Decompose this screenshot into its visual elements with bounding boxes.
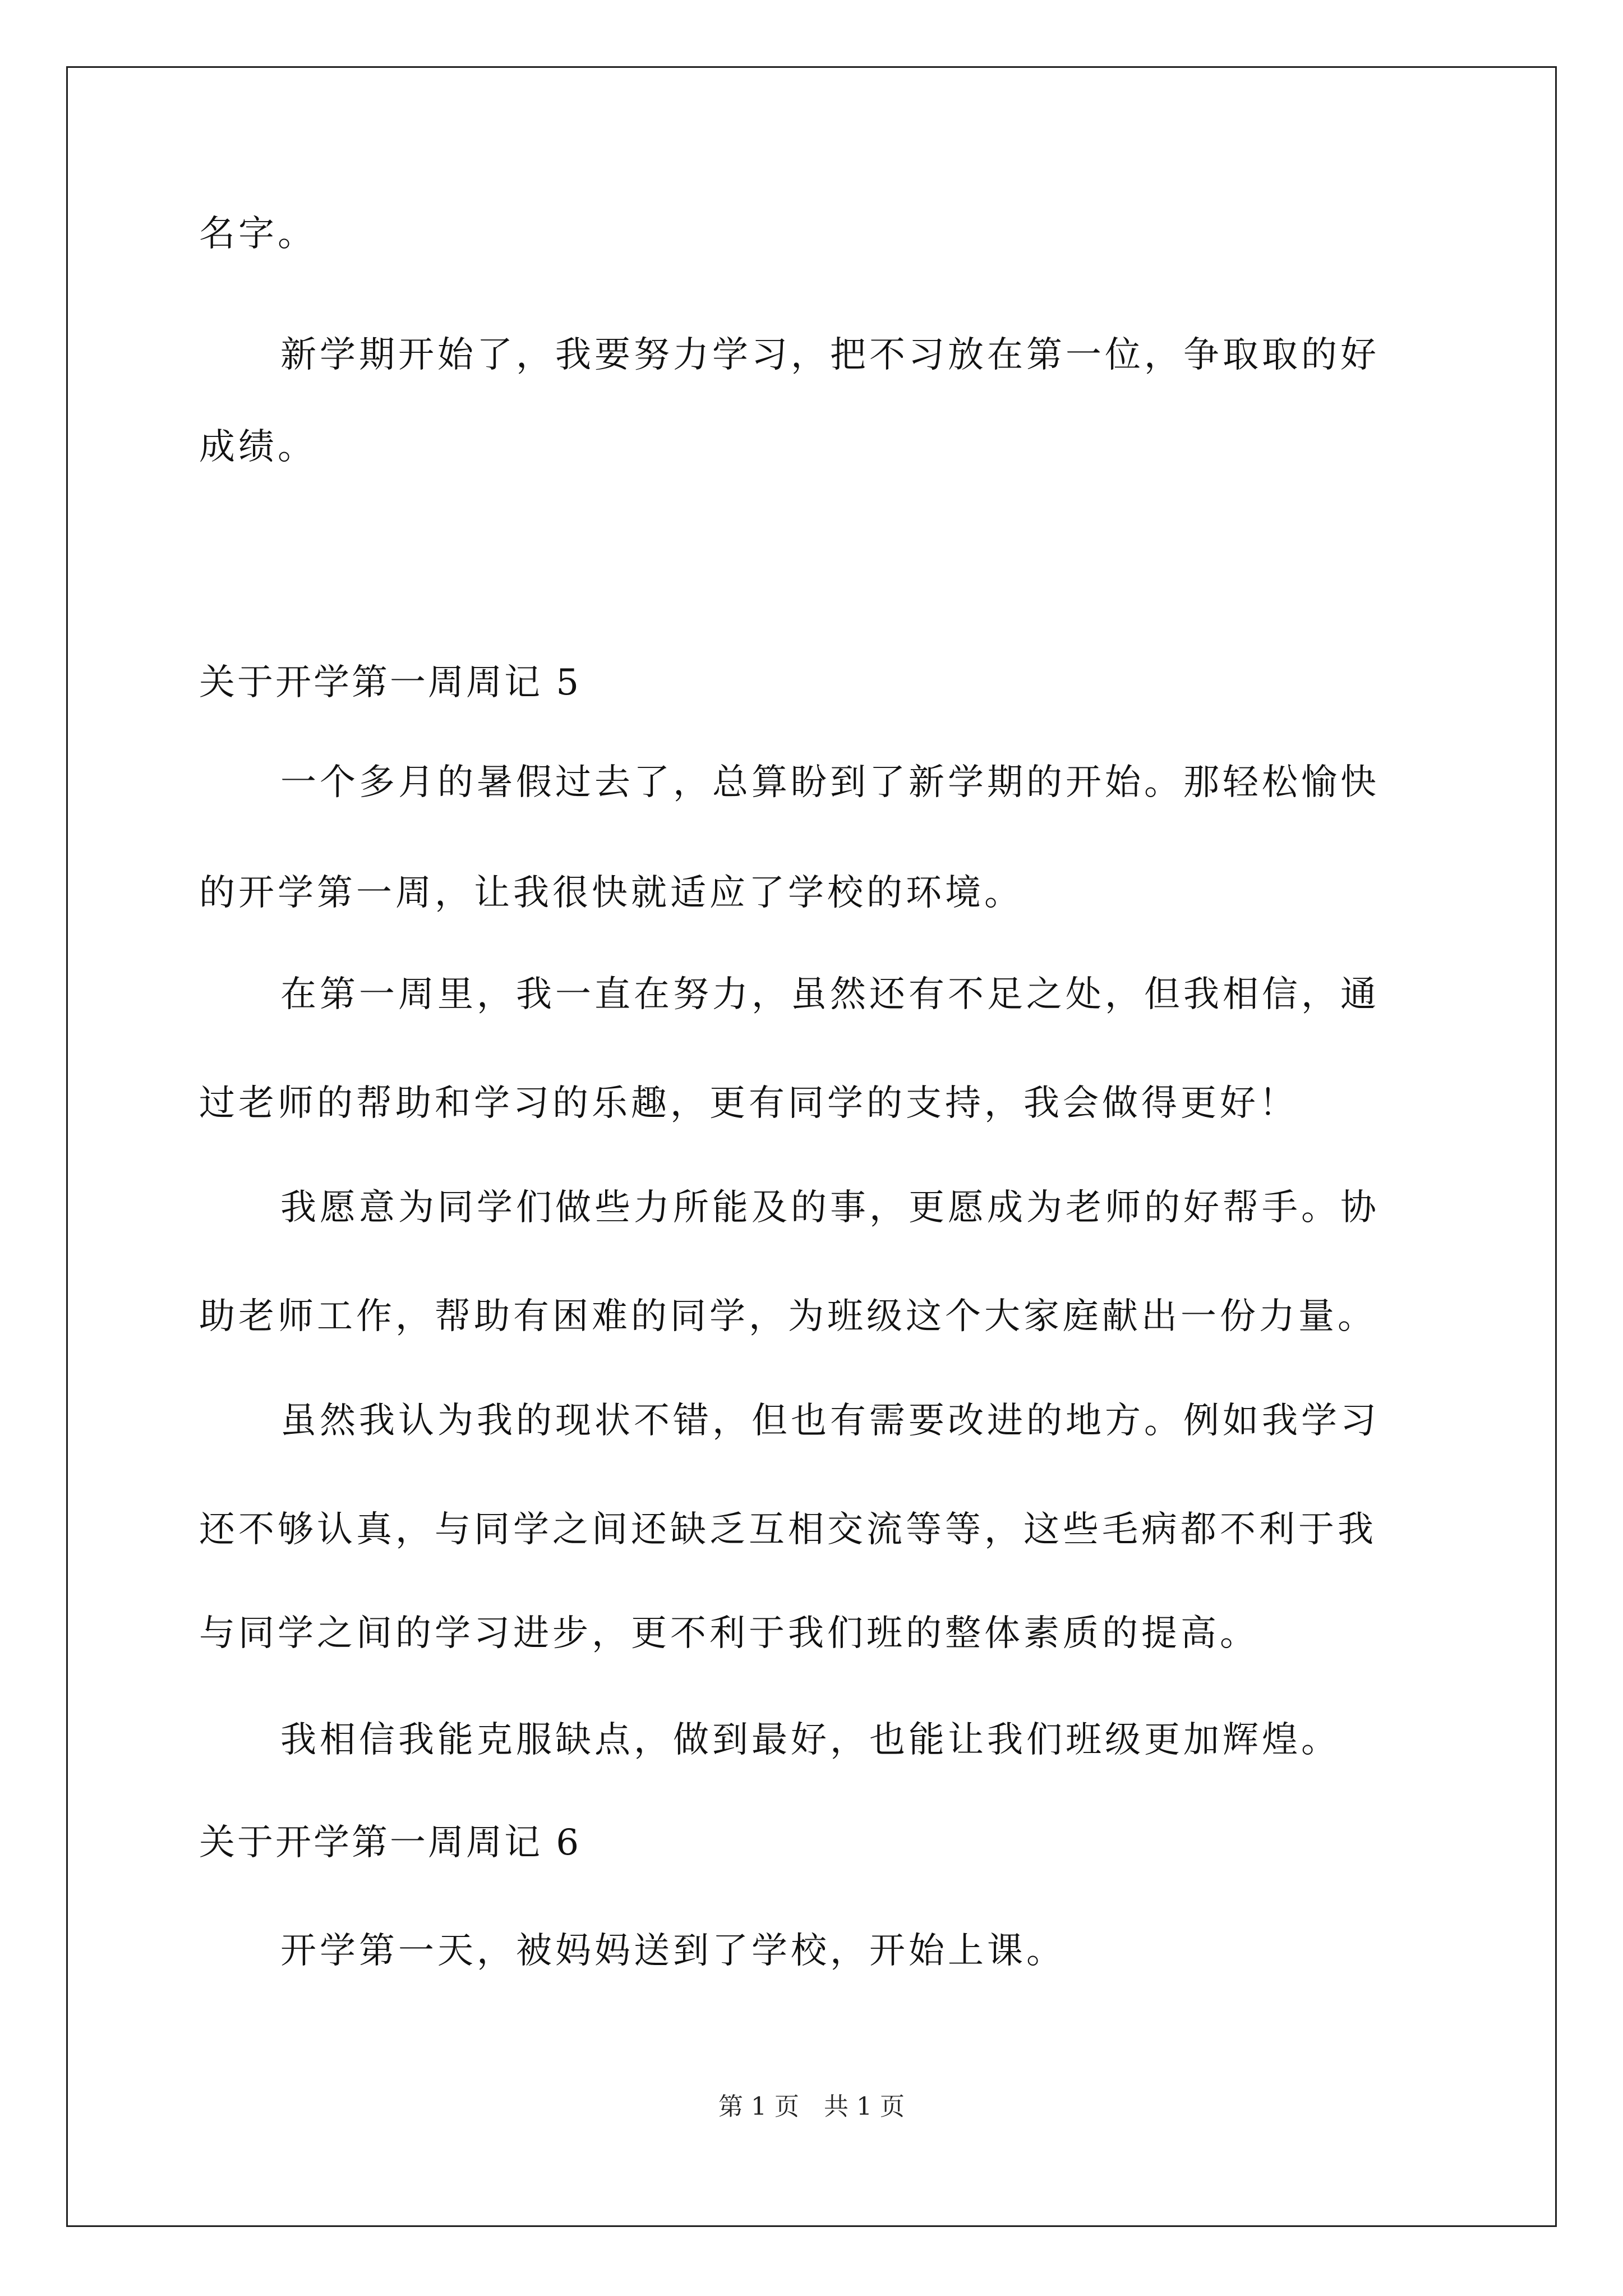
paragraph-line: 在第一周里，我一直在努力，虽然还有不足之处，但我相信，通 (280, 974, 1380, 1015)
paragraph-line: 新学期开始了，我要努力学习，把不习放在第一位，争取取的好 (280, 334, 1380, 376)
text-line: 的开学第一周，让我很快就适应了学校的环境。 (199, 872, 1023, 914)
text-line: 过老师的帮助和学习的乐趣，更有同学的支持，我会做得更好！ (199, 1083, 1298, 1124)
section-heading: 关于开学第一周周记 5 (199, 662, 582, 703)
text-line: 与同学之间的学习进步，更不利于我们班的整体素质的提高。 (199, 1613, 1259, 1654)
text-line: 还不够认真，与同学之间还缺乏互相交流等等，这些毛病都不利于我 (199, 1509, 1377, 1550)
text-line: 成绩。 (199, 426, 317, 468)
paragraph-line: 我相信我能克服缺点，做到最好，也能让我们班级更加辉煌。 (280, 1719, 1340, 1761)
text-line: 名字。 (199, 213, 317, 255)
paragraph-line: 虽然我认为我的现状不错，但也有需要改进的地方。例如我学习 (280, 1400, 1380, 1442)
paragraph-line: 开学第一天，被妈妈送到了学校，开始上课。 (280, 1930, 1066, 1972)
paragraph-line: 一个多月的暑假过去了，总算盼到了新学期的开始。那轻松愉快 (280, 762, 1380, 803)
page-footer: 第 1 页 共 1 页 (718, 2092, 905, 2121)
page-border (66, 66, 1557, 2227)
paragraph-line: 我愿意为同学们做些力所能及的事，更愿成为老师的好帮手。协 (280, 1187, 1380, 1228)
section-heading: 关于开学第一周周记 6 (199, 1822, 582, 1864)
text-line: 助老师工作，帮助有困难的同学，为班级这个大家庭献出一份力量。 (199, 1296, 1377, 1337)
